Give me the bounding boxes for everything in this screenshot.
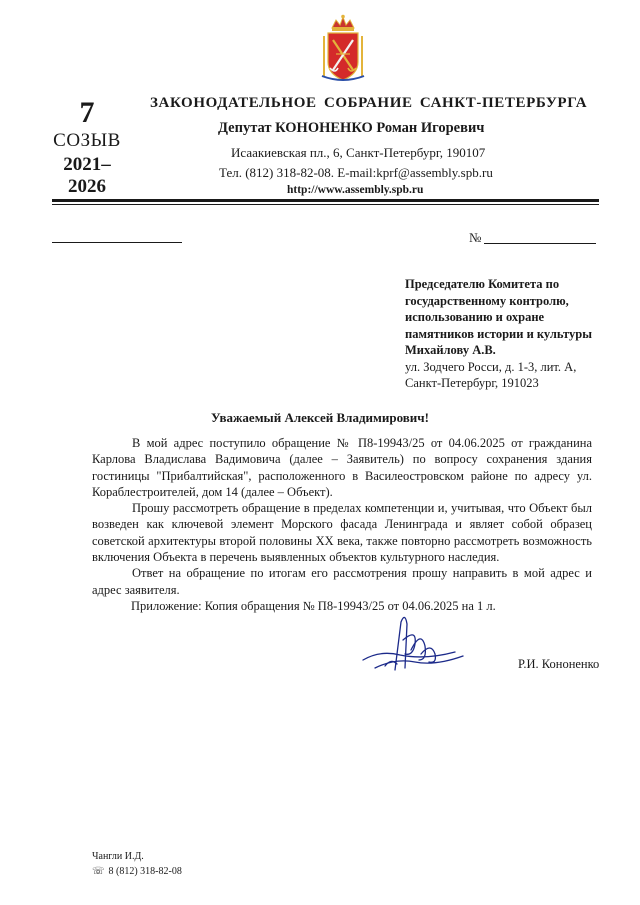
recipient-address-line: Санкт-Петербург, 191023 [405, 376, 539, 390]
convocation-block [52, 98, 122, 198]
recipient-name: Михайлову А.В. [405, 343, 496, 357]
date-blank-line [52, 242, 182, 243]
attachment-note: Приложение: Копия обращения № П8-19943/25 от 04.06.2025 на 1 л. [131, 599, 496, 613]
letter-body [92, 435, 592, 598]
recipient-title-line: памятников истории и культуры [405, 326, 592, 341]
body-paragraph: Прошу рассмотреть обращение в пределах компетенции и, учитывая, что Объект был возведен как ключевой элемент Морского фасада Ленинграда и являет собой образец советской архитектуры второй половины XX века, также повторно рассмотреть возможность включения Объекта в перечень выявленных объектов культурного наследия. [92, 501, 592, 565]
signer-name: Р.И. Кононенко [518, 657, 600, 671]
recipient-title-line: государственному контролю, [405, 293, 569, 308]
number-sign: № [469, 230, 482, 245]
organization-title: ЗАКОНОДАТЕЛЬНОЕ СОБРАНИЕ САНКТ-ПЕТЕРБУРГА [150, 95, 588, 111]
number-blank-line [484, 243, 596, 244]
convocation-label: СОЗЫВ [53, 130, 121, 151]
salutation: Уважаемый Алексей Владимирович! [211, 410, 429, 425]
executor-name: Чангли И.Д. [92, 851, 144, 862]
body-paragraph: Ответ на обращение по итогам его рассмотрения прошу направить в мой адрес и адрес заявителя. [92, 566, 592, 597]
contact-line: Тел. (812) 318-82-08. E-mail:kprf@assembly.spb.ru [219, 165, 493, 180]
coat-of-arms-icon [318, 14, 368, 84]
office-address: Исаакиевская пл., 6, Санкт-Петербург, 190107 [231, 145, 486, 160]
deputy-name: Депутат КОНОНЕНКО Роман Игоревич [218, 120, 485, 136]
header-divider-thin [52, 204, 599, 205]
executor-phone-line [92, 866, 182, 877]
header-divider-thick [52, 199, 599, 202]
recipient-title-line: использованию и охране [405, 310, 545, 324]
recipient-title-line: Председателю Комитета по [405, 277, 560, 291]
telephone-icon: ☏ [92, 866, 105, 877]
website-link[interactable]: http://www.assembly.spb.ru [287, 184, 424, 196]
handwritten-signature-icon [355, 610, 467, 680]
convocation-years: 2021– 2026 [63, 154, 111, 197]
recipient-block [405, 276, 620, 392]
convocation-number: 7 [79, 96, 95, 129]
recipient-address-line: ул. Зодчего Росси, д. 1-3, лит. А, [405, 359, 577, 374]
executor-phone: 8 (812) 318-82-08 [108, 866, 182, 877]
body-paragraph: В мой адрес поступило обращение № П8-19943/25 от 04.06.2025 от гражданина Карлова Владислава Вадимовича (далее – Заявитель) по вопросу сохранения здания гостиницы "Прибалтийская", расположенного в Василеостровском районе по адресу ул. Кораблестроителей, дом 14 (далее – Объект). [92, 436, 592, 499]
